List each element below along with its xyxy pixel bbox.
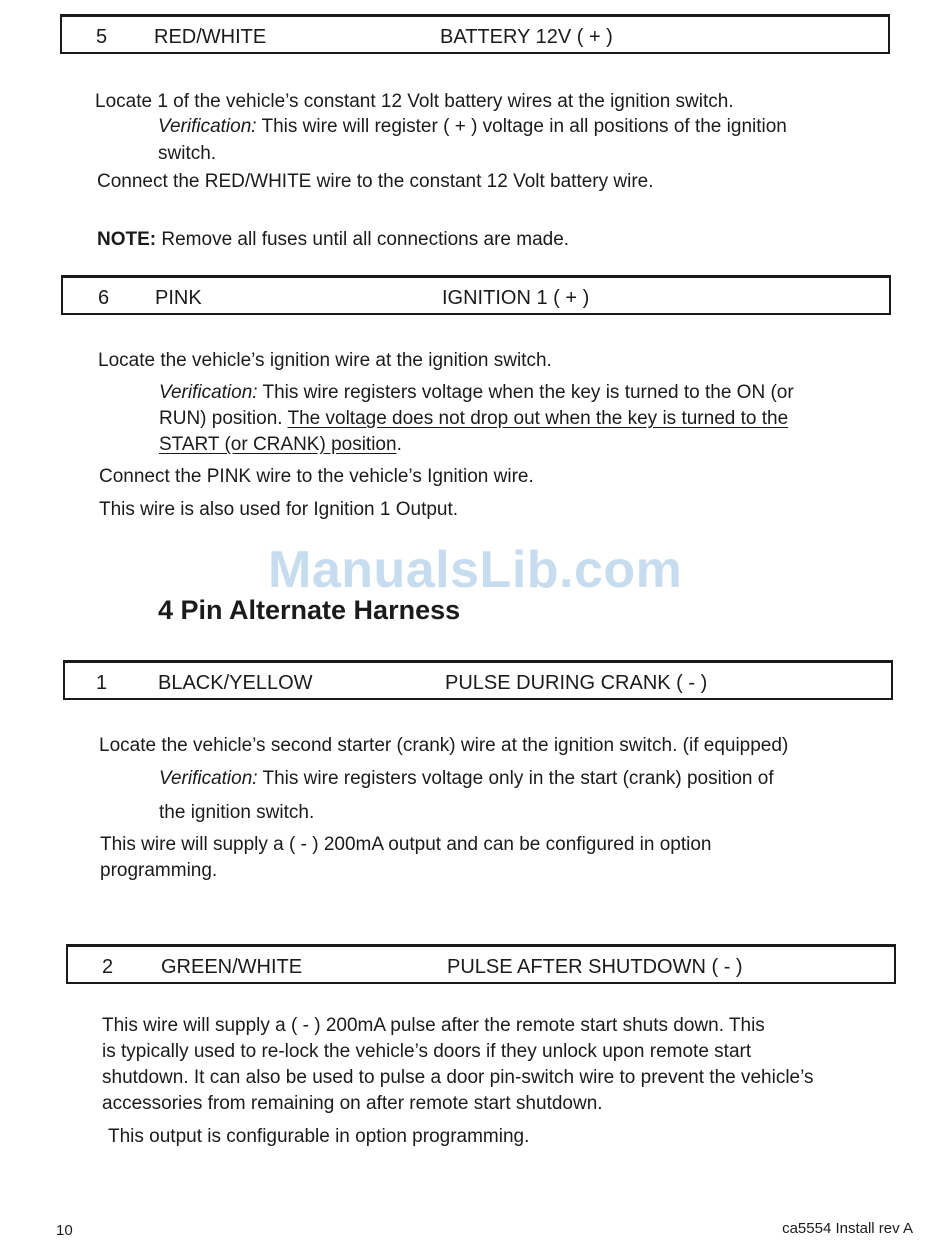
connect-instruction: Connect the RED/WHITE wire to the constant 12 Volt battery wire. (97, 171, 654, 192)
document-id: ca5554 Install rev A (782, 1220, 913, 1237)
verification-line (158, 114, 787, 140)
note-line (97, 227, 569, 253)
verification-text: RUN) position. (159, 408, 288, 429)
wire-function: PULSE AFTER SHUTDOWN ( - ) (447, 956, 743, 978)
note-text: Remove all fuses until all connections are made. (156, 229, 570, 250)
instruction-line: Locate the vehicle’s second starter (crank) wire at the ignition switch. (if equipped) (99, 735, 789, 756)
wire-header-pin-6 (61, 275, 891, 315)
description-line: This wire will supply a ( - ) 200mA pulse after the remote start shuts down. This (102, 1015, 765, 1036)
pin-number: 1 (96, 672, 108, 694)
verification-text: This wire registers voltage only in the start (crank) position of (257, 768, 774, 789)
description-line: is typically used to re-lock the vehicle’s doors if they unlock upon remote start (102, 1041, 752, 1062)
verification-text: . (396, 434, 402, 455)
verification-line (159, 380, 794, 406)
description-line: accessories from remaining on after remote start shutdown. (102, 1093, 603, 1114)
underlined-warning: The voltage does not drop out when the key is turned to the (287, 408, 789, 429)
wire-header-pin-5 (60, 14, 890, 54)
connect-instruction: Connect the PINK wire to the vehicle’s Ignition wire. (99, 466, 534, 487)
verification-label: Verification: (159, 382, 258, 403)
verification-label: Verification: (159, 768, 258, 789)
wire-color: GREEN/WHITE (161, 956, 303, 978)
wire-color: PINK (155, 287, 202, 309)
verification-continued (159, 406, 788, 432)
underlined-warning: START (or CRANK) position (159, 434, 397, 455)
verification-text: This wire will register ( + ) voltage in all positions of the ignition (256, 116, 787, 137)
verification-line (159, 766, 774, 792)
wire-color: BLACK/YELLOW (158, 672, 313, 694)
instruction-line: Locate the vehicle’s ignition wire at the ignition switch. (98, 350, 552, 371)
wire-function: PULSE DURING CRANK ( - ) (445, 672, 708, 694)
usage-note: This wire is also used for Ignition 1 Output. (99, 499, 459, 520)
watermark: ManualsLib.com (268, 541, 683, 599)
pin-number: 6 (98, 287, 110, 309)
section-heading: 4 Pin Alternate Harness (158, 595, 461, 625)
supply-line: This wire will supply a ( - ) 200mA output and can be configured in option (100, 834, 712, 855)
verification-continued: switch. (158, 143, 217, 164)
verification-text: This wire registers voltage when the key is turned to the ON (or (257, 382, 794, 403)
supply-line: programming. (100, 860, 218, 881)
note-label: NOTE: (97, 229, 157, 250)
wire-function: IGNITION 1 ( + ) (442, 287, 590, 309)
wire-color: RED/WHITE (154, 26, 267, 48)
instruction-line: Locate 1 of the vehicle’s constant 12 Volt battery wires at the ignition switch. (95, 91, 734, 112)
pin-number: 2 (102, 956, 114, 978)
wire-header-pin-1 (63, 660, 893, 700)
wire-function: BATTERY 12V ( + ) (440, 26, 613, 48)
wire-header-pin-2 (66, 944, 896, 984)
pin-number: 5 (96, 26, 108, 48)
page-number: 10 (56, 1222, 73, 1239)
description-line: This output is configurable in option programming. (108, 1126, 530, 1147)
verification-label: Verification: (158, 116, 257, 137)
description-line: shutdown. It can also be used to pulse a door pin-switch wire to prevent the vehicle’s (102, 1067, 814, 1088)
verification-continued: the ignition switch. (159, 802, 315, 823)
verification-continued (159, 432, 402, 458)
